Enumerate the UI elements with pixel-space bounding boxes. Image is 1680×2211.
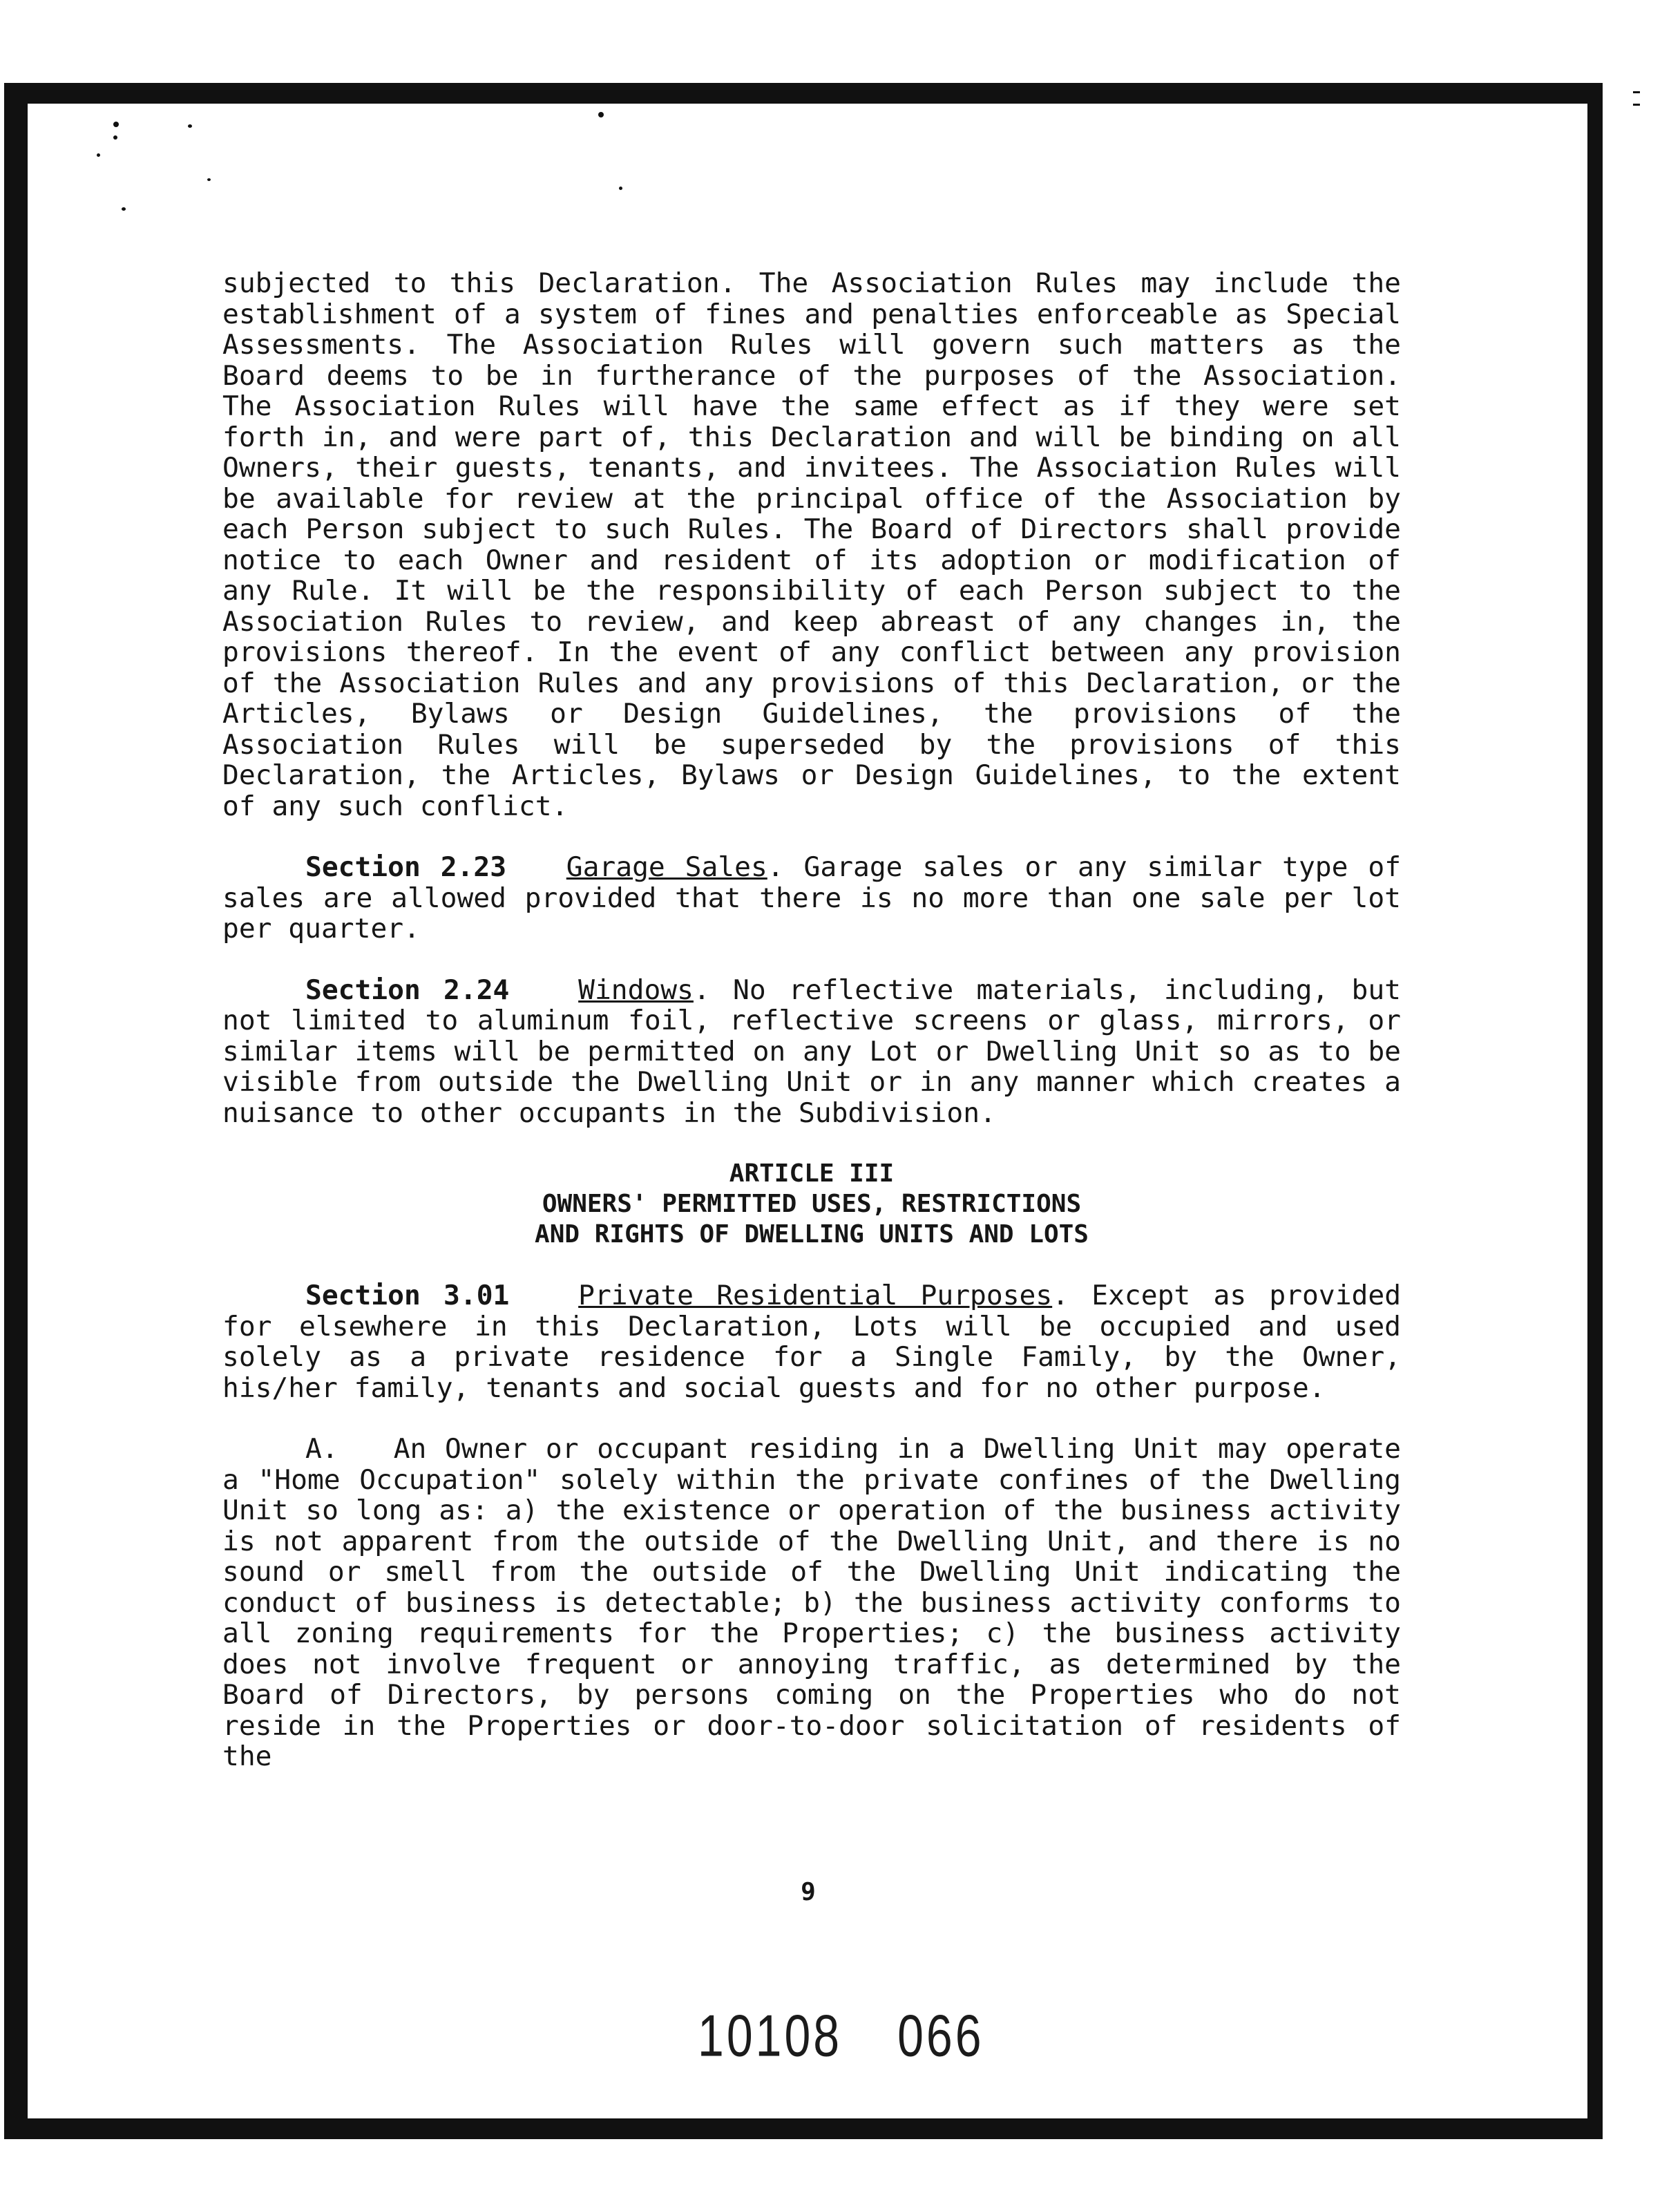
article-title-line-2: AND RIGHTS OF DWELLING UNITS AND LOTS	[535, 1220, 1089, 1249]
section-number: Section 2.24	[305, 974, 510, 1006]
document-body	[222, 268, 1401, 1772]
recording-stamp	[698, 2002, 1002, 2070]
stamp-book: 10108	[698, 2003, 843, 2069]
scan-speck	[207, 178, 211, 181]
scan-speck	[619, 187, 622, 190]
section-title: Garage Sales	[566, 851, 767, 883]
article-title-line-1: OWNERS' PERMITTED USES, RESTRICTIONS	[542, 1190, 1082, 1218]
scan-speck	[113, 122, 119, 127]
article-number: ARTICLE III	[729, 1159, 895, 1188]
section-text: . No reflective materials, including, but not limited to aluminum foil, reflective screens or glass, mirrors, or similar items will be permitted on any Lot or Dwelling Unit so as to be visible from outside the Dwelling Unit or in any manner which creates a nuisance to other occupants in the Subdivision.	[222, 974, 1402, 1129]
section-title: Private Residential Purposes	[578, 1280, 1053, 1311]
article-heading	[222, 1159, 1401, 1250]
opening-paragraph: subjected to this Declaration. The Association Rules may include the establishment of a system of fines and penalties enforceable as Special Assessments. The Association Rules will govern such matters as the Board deems to be in furtherance of the purposes of the Association. The Association Rules will have the same effect as if they were set forth in, and were part of, this Declaration and will be binding on all Owners, their guests, tenants, and invitees. The Association Rules will be available for review at the principal office of the Association by each Person subject to such Rules. The Board of Directors shall provide notice to each Owner and resident of its adoption or modification of any Rule. It will be the responsibility of each Person subject to the Association Rules to review, and keep abreast of any changes in, the provisions thereof. In the event of any conflict between any provision of the Association Rules and any provisions of this Declaration, or the Articles, Bylaws or Design Guidelines, the provisions of the Association Rules will be superseded by the provisions of this Declaration, the Articles, Bylaws or Design Guidelines, to the extent of any such conflict.	[222, 267, 1401, 822]
scan-edge-mark	[1633, 104, 1640, 106]
section-text: . Garage sales or any similar type of sales are allowed provided that there is no more than one sale per lot per quarter.	[222, 851, 1402, 945]
scan-speck	[598, 112, 604, 117]
section-2-23	[222, 852, 1401, 945]
subsection-label: A.	[305, 1433, 338, 1465]
stamp-page: 066	[897, 2003, 984, 2069]
section-3-01	[222, 1280, 1401, 1403]
scan-speck	[188, 124, 192, 128]
page-number: 9	[801, 1878, 816, 1906]
subsection-text: An Owner or occupant residing in a Dwelling Unit may operate a "Home Occupation" solely within the private confines of the Dwelling Unit so long as: a) the existence or operation of the business activity is not apparent from the outside of the Dwelling Unit, and there is no sound or smell from the outside of the Dwelling Unit indicating the conduct of business is detectable; b) the business activity conforms to all zoning requirements for the Properties; c) the business activity does not involve frequent or annoying traffic, as determined by the Board of Directors, by persons coming on the Properties who do not reside in the Properties or door-to-door solicitation of residents of the	[222, 1433, 1401, 1772]
scan-speck	[113, 135, 117, 140]
section-text: . Except as provided for elsewhere in this Declaration, Lots will be occupied and used solely as a private residence for a Single Family, by the Owner, his/her family, tenants and social guests and for no other purpose.	[222, 1280, 1402, 1404]
section-number: Section 2.23	[305, 851, 507, 883]
scan-edge-mark	[1633, 91, 1640, 93]
section-title: Windows	[578, 974, 694, 1006]
section-number: Section 3.01	[305, 1280, 510, 1311]
subsection-a	[222, 1434, 1401, 1772]
section-2-24	[222, 975, 1401, 1129]
scan-speck	[97, 153, 100, 157]
scan-speck	[122, 207, 126, 211]
